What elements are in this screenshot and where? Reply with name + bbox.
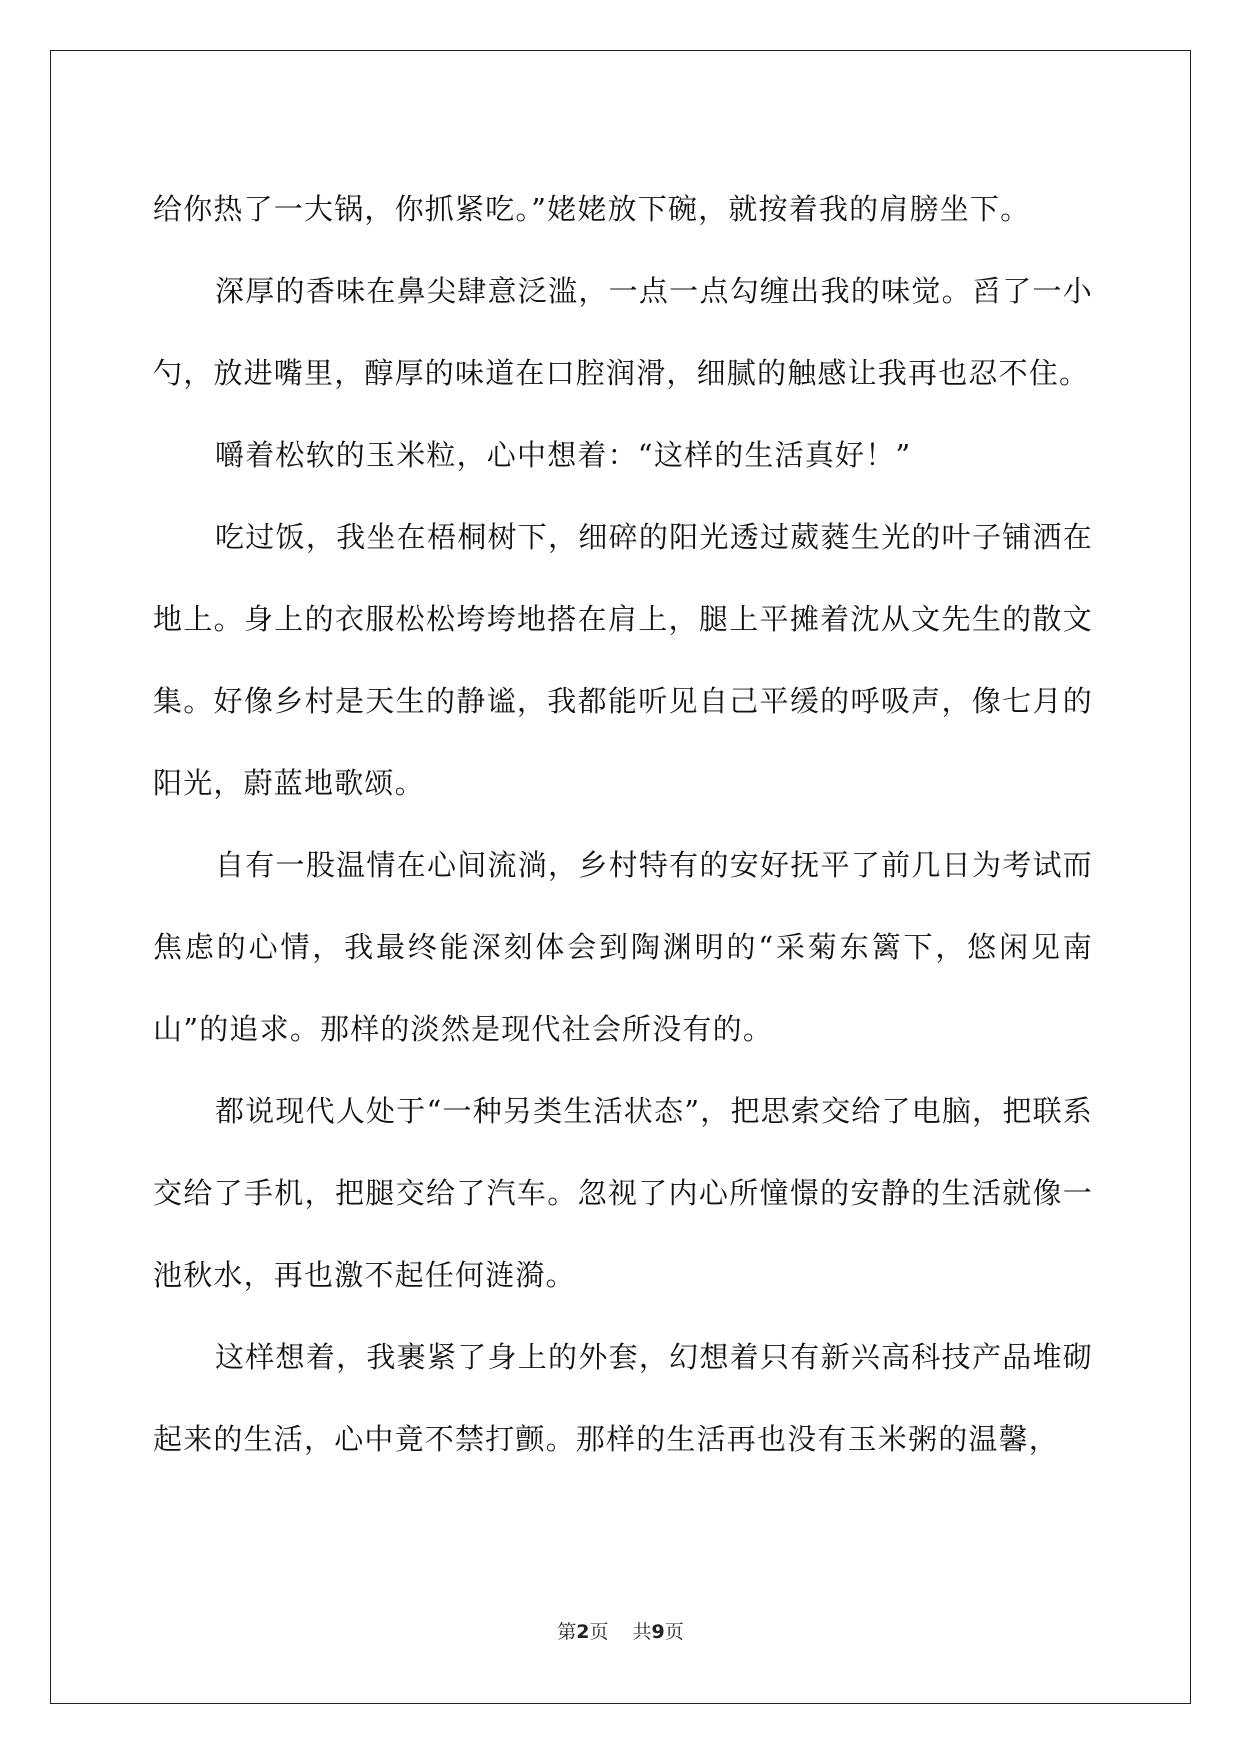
document-body	[153, 168, 1093, 1480]
page-suffix: 页	[589, 1621, 609, 1643]
total-prefix: 共	[632, 1621, 652, 1643]
paragraph: 都说现代人处于“一种另类生活状态”，把思索交给了电脑，把联系交给了手机，把腿交给了汽车。忽视了内心所憧憬的安静的生活就像一池秋水，再也激不起任何涟漪。	[153, 1094, 1093, 1292]
page-footer	[0, 1617, 1241, 1644]
paragraph: 给你热了一大锅，你抓紧吃。”姥姥放下碗，就按着我的肩膀坐下。	[153, 192, 1031, 226]
total-pages: 9	[651, 1621, 665, 1643]
paragraph: 这样想着，我裹紧了身上的外套，幻想着只有新兴高科技产品堆砌起来的生活，心中竟不禁打颤。那样的生活再也没有玉米粥的温馨，	[153, 1340, 1093, 1456]
total-suffix: 页	[664, 1621, 684, 1643]
page-number: 2	[576, 1621, 590, 1643]
page-prefix: 第	[557, 1621, 577, 1643]
paragraph: 深厚的香味在鼻尖肆意泛滥，一点一点勾缠出我的味觉。舀了一小勺，放进嘴里，醇厚的味道在口腔润滑，细腻的触感让我再也忍不住。	[153, 274, 1093, 390]
paragraph: 自有一股温情在心间流淌，乡村特有的安好抚平了前几日为考试而焦虑的心情，我最终能深刻体会到陶渊明的“采菊东篱下，悠闲见南山”的追求。那样的淡然是现代社会所没有的。	[153, 848, 1093, 1046]
paragraph: 嚼着松软的玉米粒，心中想着：“这样的生活真好！”	[215, 438, 912, 472]
paragraph: 吃过饭，我坐在梧桐树下，细碎的阳光透过葳蕤生光的叶子铺洒在地上。身上的衣服松松垮垮地搭在肩上，腿上平摊着沈从文先生的散文集。好像乡村是天生的静谧，我都能听见自己平缓的呼吸声，像七月的阳光，蔚蓝地歌颂。	[153, 520, 1093, 800]
